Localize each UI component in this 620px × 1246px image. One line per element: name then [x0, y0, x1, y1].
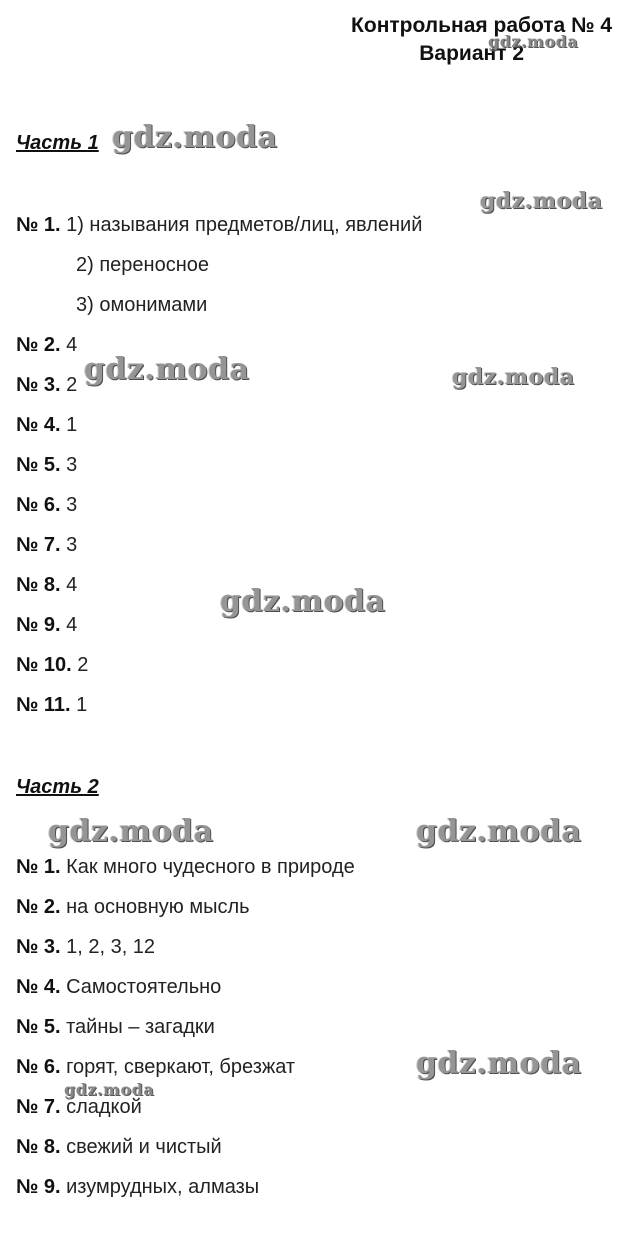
part1-item-1: [16, 212, 422, 238]
item-number: № 5.: [16, 454, 61, 476]
part1-item-1-sub-2: 2) переносное: [76, 254, 209, 276]
item-answer: тайны – загадки: [66, 1016, 215, 1038]
part1-item-5: [16, 452, 77, 478]
watermark: gdz.moda: [480, 188, 603, 214]
watermark: gdz.moda: [84, 352, 250, 387]
item-number: № 1.: [16, 214, 61, 236]
part2-item-7: [16, 1094, 142, 1120]
item-answer: 4: [66, 334, 78, 356]
item-answer: 3: [66, 454, 78, 476]
item-answer: 3: [66, 494, 78, 516]
part1-heading: Часть 1: [16, 132, 99, 154]
part2-item-1: [16, 854, 355, 880]
watermark: gdz.moda: [112, 120, 278, 155]
item-answer: свежий и чистый: [66, 1136, 222, 1158]
item-answer: 1, 2, 3, 12: [66, 936, 156, 958]
variant-label: Вариант 2: [419, 42, 524, 65]
item-answer: 1) называния предметов/лиц, явлений: [66, 214, 423, 236]
item-number: № 10.: [16, 654, 72, 676]
item-answer: 3: [66, 534, 78, 556]
part2-item-4: [16, 974, 221, 1000]
watermark: gdz.moda: [220, 584, 386, 619]
item-number: № 3.: [16, 936, 61, 958]
item-number: № 9.: [16, 614, 61, 636]
item-number: № 2.: [16, 334, 61, 356]
watermark: gdz.moda: [48, 814, 214, 849]
item-number: № 6.: [16, 494, 61, 516]
item-answer: Самостоятельно: [66, 976, 222, 998]
item-answer: Как много чудесного в природе: [66, 856, 355, 878]
part1-item-1-sub-3: 3) омонимами: [76, 294, 208, 316]
part1-item-6: [16, 492, 77, 518]
item-answer: сладкой: [66, 1096, 142, 1118]
item-number: № 6.: [16, 1056, 61, 1078]
item-number: № 3.: [16, 374, 61, 396]
part2-item-8: [16, 1134, 222, 1160]
watermark: gdz.moda: [488, 32, 579, 51]
item-answer: 1: [66, 414, 78, 436]
part2-item-5: [16, 1014, 215, 1040]
watermark: gdz.moda: [416, 814, 582, 849]
item-answer: на основную мысль: [66, 896, 250, 918]
part1-item-8: [16, 572, 77, 598]
part1-item-3: [16, 372, 77, 398]
part2-item-6: [16, 1054, 295, 1080]
item-answer: 2: [77, 654, 89, 676]
item-number: № 2.: [16, 896, 61, 918]
watermark: gdz.moda: [452, 364, 575, 390]
item-answer: горят, сверкают, брезжат: [66, 1056, 296, 1078]
item-number: № 8.: [16, 574, 61, 596]
document-header: [232, 12, 612, 68]
item-answer: 4: [66, 614, 78, 636]
part2-heading: Часть 2: [16, 776, 99, 798]
watermark: gdz.moda: [64, 1080, 155, 1099]
document-title: Контрольная работа № 4: [351, 14, 612, 37]
part1-item-4: [16, 412, 77, 438]
item-number: № 8.: [16, 1136, 61, 1158]
item-answer: 4: [66, 574, 78, 596]
item-number: № 1.: [16, 856, 61, 878]
item-number: № 5.: [16, 1016, 61, 1038]
part1-item-10: [16, 652, 88, 678]
item-number: № 11.: [16, 694, 71, 716]
item-answer: 2: [66, 374, 78, 396]
item-number: № 7.: [16, 534, 61, 556]
part2-item-3: [16, 934, 155, 960]
item-number: № 9.: [16, 1176, 61, 1198]
part1-item-9: [16, 612, 77, 638]
watermark: gdz.moda: [416, 1046, 582, 1081]
part2-item-9: [16, 1174, 259, 1200]
part1-item-7: [16, 532, 77, 558]
item-number: № 4.: [16, 414, 61, 436]
item-answer: изумрудных, алмазы: [66, 1176, 260, 1198]
part2-item-2: [16, 894, 250, 920]
item-number: № 4.: [16, 976, 61, 998]
item-answer: 1: [76, 694, 88, 716]
part1-item-2: [16, 332, 77, 358]
part1-item-11: [16, 692, 87, 718]
item-number: № 7.: [16, 1096, 61, 1118]
